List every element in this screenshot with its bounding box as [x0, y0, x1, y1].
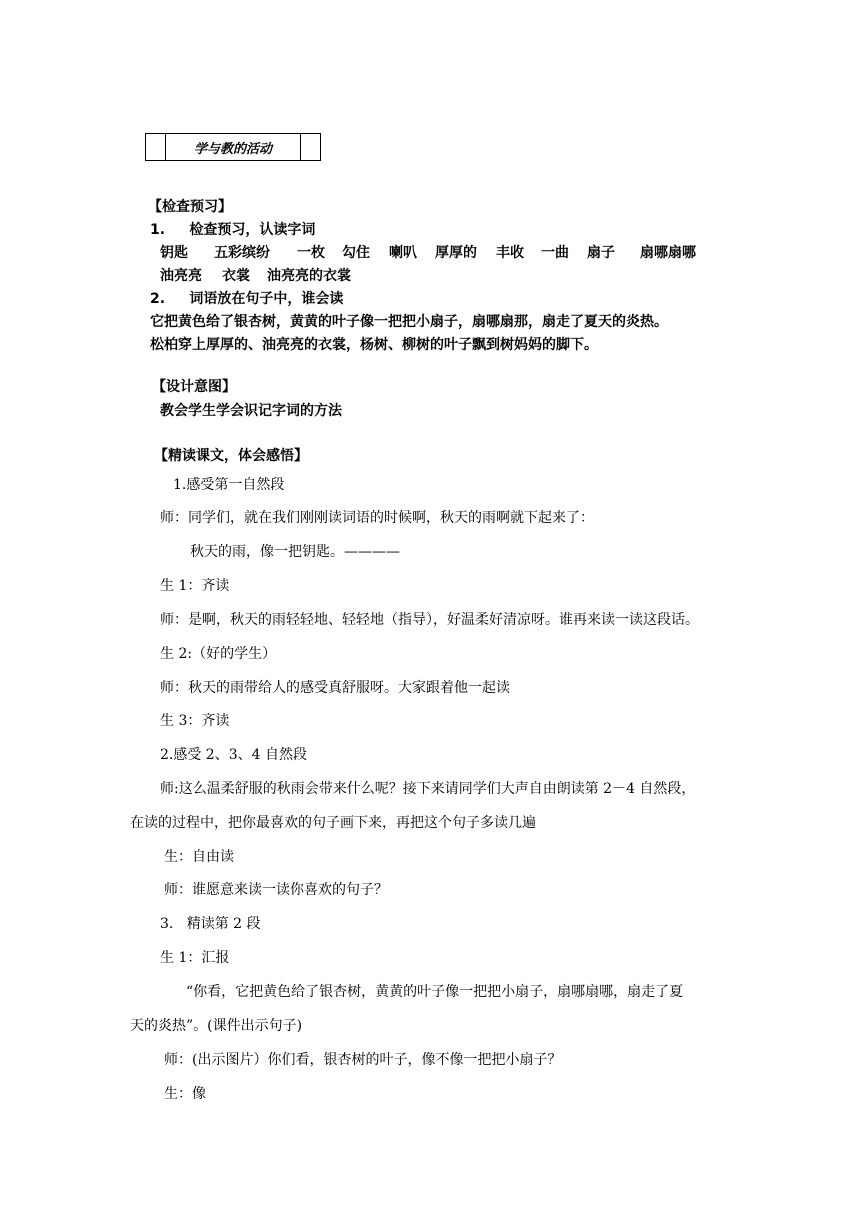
student-line: 生 3：齐读	[160, 713, 230, 729]
teacher-line: 师：秋天的雨带给人的感受真舒服呀。大家跟着他一起读	[160, 680, 510, 696]
quoted-sentence-continued: 天的炎热”。(课件出示句子)	[130, 1018, 303, 1034]
teacher-line-continued: 在读的过程中，把你最喜欢的句子画下来，再把这个句子多读几遍	[130, 815, 536, 831]
student-line: 生：像	[164, 1086, 206, 1102]
section-title-design: 【设计意图】	[152, 379, 236, 395]
header-table	[145, 133, 321, 161]
student-line: 生 1：汇报	[160, 950, 230, 966]
student-line: 生 2:（好的学生）	[160, 646, 277, 662]
section-title-reading: 【精读课文，体会感悟】	[154, 448, 308, 464]
quoted-sentence: “你看，它把黄色给了银杏树，黄黄的叶子像一把把小扇子，扇哪扇哪，扇走了夏	[186, 984, 684, 1000]
vocab-word: 厚厚的	[435, 245, 477, 261]
teacher-line: 师：同学们，就在我们刚刚读词语的时候啊，秋天的雨啊就下起来了：	[160, 510, 594, 526]
teacher-line: 师：是啊，秋天的雨轻轻地、轻轻地（指导），好温柔好清凉呀。谁再来读一读这段话。	[160, 612, 699, 628]
vocab-word: 油亮亮	[160, 268, 202, 284]
vocab-word: 衣裳	[222, 268, 250, 284]
teacher-line: 师：谁愿意来读一读你喜欢的句子？	[164, 882, 388, 898]
subsection-heading: 3. 精读第 2 段	[160, 916, 261, 932]
vocab-word: 勾住	[342, 245, 370, 261]
teacher-line: 师:这么温柔舒服的秋雨会带来什么呢？接下来请同学们大声自由朗读第 2－4 自然段，	[160, 781, 696, 797]
student-line: 生：自由读	[164, 849, 234, 865]
vocab-word: 丰收	[496, 245, 524, 261]
vocab-word: 一枚	[297, 245, 325, 261]
design-intent-text: 教会学生学会识记字词的方法	[160, 403, 342, 419]
vocab-word: 扇子	[587, 245, 615, 261]
subsection-heading: 2.感受 2、3、4 自然段	[160, 747, 307, 763]
vocab-word: 一曲	[541, 245, 569, 261]
teacher-line: 师：(出示图片）你们看，银杏树的叶子，像不像一把把小扇子？	[164, 1052, 562, 1068]
item-2-heading: 2. 词语放在句子中，谁会读	[150, 291, 344, 307]
vocab-word: 钥匙	[160, 245, 188, 261]
example-sentence-1: 它把黄色给了银杏树，黄黄的叶子像一把把小扇子，扇哪扇那，扇走了夏天的炎热。	[150, 314, 668, 330]
example-sentence-2: 松柏穿上厚厚的、油亮亮的衣裳，杨树、柳树的叶子飘到树妈妈的脚下。	[150, 337, 598, 353]
header-cell-right	[300, 134, 320, 160]
student-line: 生 1：齐读	[160, 578, 230, 594]
vocab-word: 油亮亮的衣裳	[267, 268, 351, 284]
section-title-preview: 【检查预习】	[148, 199, 232, 215]
vocab-word: 五彩缤纷	[214, 245, 270, 261]
item-1-heading: 1. 检查预习，认读字词	[150, 222, 316, 238]
vocab-word: 喇叭	[389, 245, 417, 261]
header-cell-title: 学与教的活动	[193, 141, 272, 157]
quoted-text: 秋天的雨，像一把钥匙。————	[190, 544, 400, 560]
header-cell-left	[146, 134, 166, 160]
subsection-heading: 1.感受第一自然段	[173, 477, 285, 493]
vocab-word: 扇哪扇哪	[640, 245, 696, 261]
